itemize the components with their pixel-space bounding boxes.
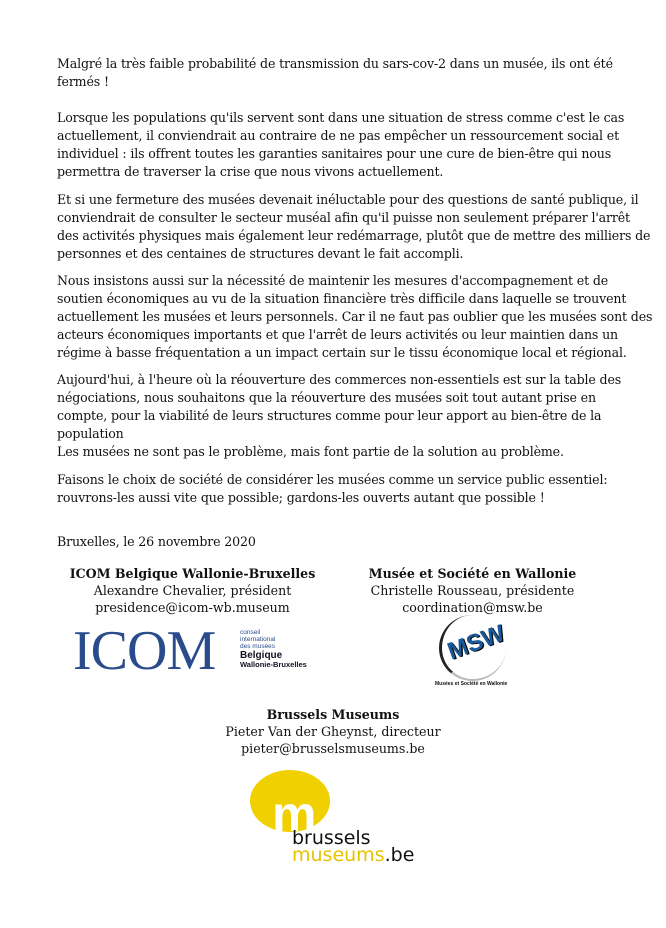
text-line: acteurs économiques importants et que l'arrêt de leurs activités ou leur maintien dans un [57, 327, 619, 342]
icom-signature [60, 565, 325, 616]
text-line: fermés ! [57, 74, 109, 89]
logo-text: Wallonie-Bruxelles [240, 660, 307, 669]
logo-text: Belgique [240, 650, 283, 661]
paragraph [57, 55, 637, 91]
text-line: Et si une fermeture des musées devenait inéluctable pour des questions de santé publique, il [57, 192, 639, 207]
email[interactable]: pieter@brusselsmuseums.be [241, 741, 425, 756]
text-line: soutien économiques au vu de la situation financière très difficile dans laquelle se trouvent [57, 291, 627, 306]
text-line: actuellement, il conviendrait au contraire de ne pas empêcher un ressourcement social et [57, 128, 619, 143]
logo-text: brussels [292, 827, 371, 849]
paragraph [57, 191, 651, 263]
logo-text: international [240, 636, 276, 643]
logo-text: museums [292, 844, 385, 866]
signatory-name: Alexandre Chevalier, président [93, 583, 292, 598]
paragraph [57, 272, 653, 362]
paragraph [57, 471, 637, 507]
msw-logo-mark: MSW [443, 619, 509, 666]
date-line [57, 533, 637, 551]
icom-logo-mark: ICOM [73, 620, 216, 682]
msw-signature [340, 565, 605, 616]
text-line: personnes et des centaines de structures devant le fait accompli. [57, 246, 464, 261]
text-line: Malgré la très faible probabilité de transmission du sars-cov-2 dans un musée, ils ont été [57, 56, 613, 71]
signatory-name: Christelle Rousseau, présidente [370, 583, 575, 598]
text-line: négociations, nous souhaitons que la réouverture des musées soit tout autant prise en [57, 390, 596, 405]
text-line: rouvrons-les aussi vite que possible; gardons-les ouverts autant que possible ! [57, 490, 545, 505]
text-line: individuel : ils offrent toutes les garanties sanitaires pour une cure de bien-être qui nous [57, 146, 612, 161]
org-name: ICOM Belgique Wallonie-Bruxelles [69, 566, 316, 581]
text-line: Nous insistons aussi sur la nécessité de maintenir les mesures d'accompagnement et de [57, 273, 609, 288]
paragraph [57, 109, 637, 181]
logo-text: des musées [240, 643, 276, 650]
text-line: Les musées ne sont pas le problème, mais font partie de la solution au problème. [57, 444, 564, 459]
text-line: Faisons le choix de société de considérer les musées comme un service public essentiel: [57, 472, 608, 487]
org-name: Musée et Société en Wallonie [368, 566, 577, 581]
text-line: Aujourd'hui, à l'heure où la réouverture des commerces non-essentiels est sur la table des [57, 372, 622, 387]
paragraph [57, 371, 637, 443]
email[interactable]: presidence@icom-wb.museum [95, 600, 290, 615]
text-line: Lorsque les populations qu'ils servent sont dans une situation de stress comme c'est le cas [57, 110, 625, 125]
logo-text: conseil [240, 629, 261, 636]
email[interactable]: coordination@msw.be [402, 600, 543, 615]
text-line: conviendrait de consulter le secteur muséal afin qu'il puisse non seulement préparer l'arrêt [57, 210, 630, 225]
logo-text: .be [384, 844, 415, 866]
text-line: actuellement les musées et leurs personnels. Car il ne faut pas oublier que les musées sont des [57, 309, 653, 324]
text-line: permettra de traverser la crise que nous vivons actuellement. [57, 164, 444, 179]
brussels-museums-logo: m brussels museums.be [250, 770, 420, 870]
signatory-name: Pieter Van der Gheynst, directeur [225, 724, 441, 739]
bm-signature [200, 706, 466, 757]
text-line: compte, pour la viabilité de leurs structures comme pour leur apport au bien-être de la [57, 408, 602, 423]
text-line: des activités physiques mais également leur redémarrage, plutôt que de mettre des milliers de [57, 228, 651, 243]
paragraph [57, 443, 637, 461]
text-line: régime à basse fréquentation a un impact certain sur le tissu économique local et régional. [57, 345, 627, 360]
text-line: population [57, 426, 124, 441]
text-line: Bruxelles, le 26 novembre 2020 [57, 534, 256, 549]
org-name: Brussels Museums [266, 707, 400, 722]
msw-logo [435, 615, 515, 691]
msw-logo-caption: Musées et Société en Wallonie [435, 681, 508, 687]
